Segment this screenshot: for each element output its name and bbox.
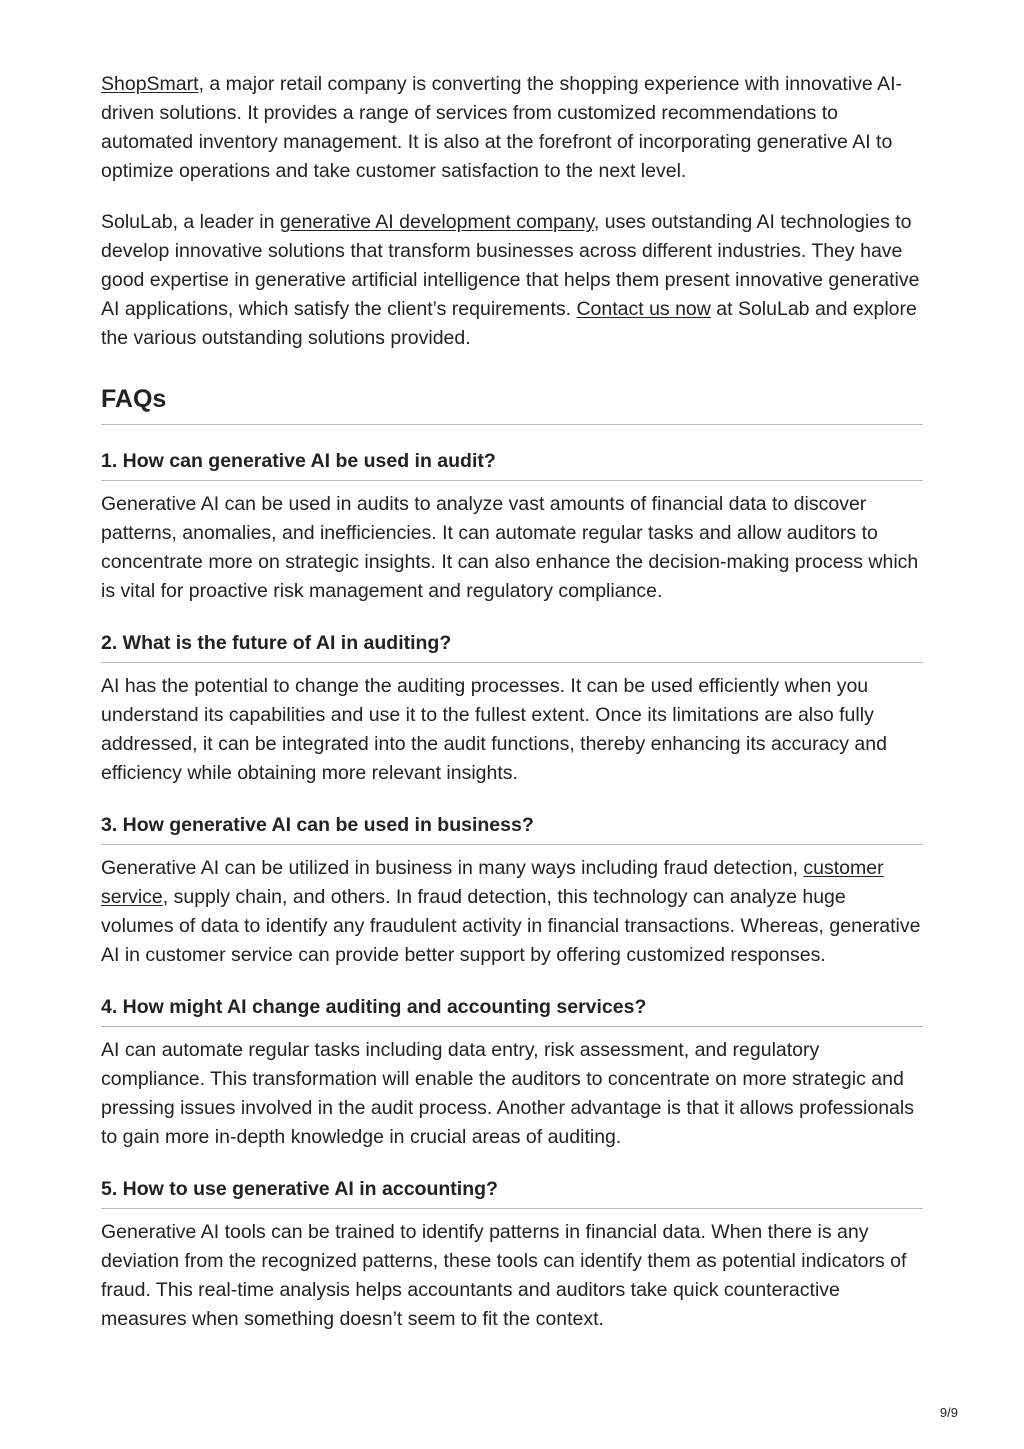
faq-question-3: 3. How generative AI can be used in business? <box>101 812 923 845</box>
faq-question-1: 1. How can generative AI be used in audit? <box>101 448 923 481</box>
faq-answer-3-text-after: , supply chain, and others. In fraud detection, this technology can analyze huge volumes of data to identify any fraudulent activity in financial transactions. Whereas, generative AI in customer service can provide better support by offering customized responses. <box>101 886 921 966</box>
faq-question-5: 5. How to use generative AI in accounting? <box>101 1176 923 1209</box>
faq-item-3 <box>101 812 923 970</box>
generative-ai-development-company-link[interactable]: generative AI development company <box>279 211 594 233</box>
intro-solulab-text-after: at SoluLab and explore the various outstanding solutions provided. <box>101 298 917 349</box>
intro-solulab-text-before: SoluLab, a leader in <box>101 211 280 233</box>
faq-answer-3-text-before: Generative AI can be utilized in business in many ways including fraud detection, <box>101 857 804 879</box>
intro-solulab-text-middle: , uses outstanding AI technologies to develop innovative solutions that transform businesses across different industries. They have good expertise in generative artificial intelligence that helps them present innovative generative AI applications, which satisfy the client’s requirements. <box>101 211 920 320</box>
faqs-heading: FAQs <box>101 382 923 425</box>
intro-paragraph-shopsmart <box>101 70 923 186</box>
shopsmart-link[interactable]: ShopSmart <box>101 73 199 95</box>
intro-paragraph-shopsmart-text: , a major retail company is converting the shopping experience with innovative AI-driven solutions. It provides a range of services from customized recommendations to automated inventory management. It is also at the forefront of incorporating generative AI to optimize operations and take customer satisfaction to the next level. <box>101 73 903 182</box>
faq-item-2 <box>101 630 923 788</box>
faq-item-5 <box>101 1176 923 1334</box>
document-page <box>101 70 923 1334</box>
faq-question-2: 2. What is the future of AI in auditing? <box>101 630 923 663</box>
faq-item-4 <box>101 994 923 1152</box>
contact-us-link[interactable]: Contact us now <box>576 298 711 320</box>
faq-question-4: 4. How might AI change auditing and accounting services? <box>101 994 923 1027</box>
faq-item-1 <box>101 448 923 606</box>
faq-answer-3 <box>101 854 923 970</box>
faq-answer-4: AI can automate regular tasks including data entry, risk assessment, and regulatory compliance. This transformation will enable the auditors to concentrate on more strategic and pressing issues involved in the audit process. Another advantage is that it allows professionals to gain more in-depth knowledge in crucial areas of auditing. <box>101 1039 914 1148</box>
faq-answer-2: AI has the potential to change the auditing processes. It can be used efficiently when you understand its capabilities and use it to the fullest extent. Once its limitations are also fully addressed, it can be integrated into the audit functions, thereby enhancing its accuracy and efficiency while obtaining more relevant insights. <box>101 675 887 784</box>
faq-answer-5: Generative AI tools can be trained to identify patterns in financial data. When there is any deviation from the recognized patterns, these tools can identify them as potential indicators of fraud. This real-time analysis helps accountants and auditors take quick counteractive measures when something doesn’t seem to fit the context. <box>101 1221 907 1330</box>
customer-service-link[interactable]: customer service <box>101 857 884 908</box>
intro-paragraph-solulab <box>101 208 923 353</box>
page-number: 9/9 <box>939 1405 958 1420</box>
faq-answer-1: Generative AI can be used in audits to analyze vast amounts of financial data to discover patterns, anomalies, and inefficiencies. It can automate regular tasks and allow auditors to concentrate more on strategic insights. It can also enhance the decision-making process which is vital for proactive risk management and regulatory compliance. <box>101 493 919 602</box>
